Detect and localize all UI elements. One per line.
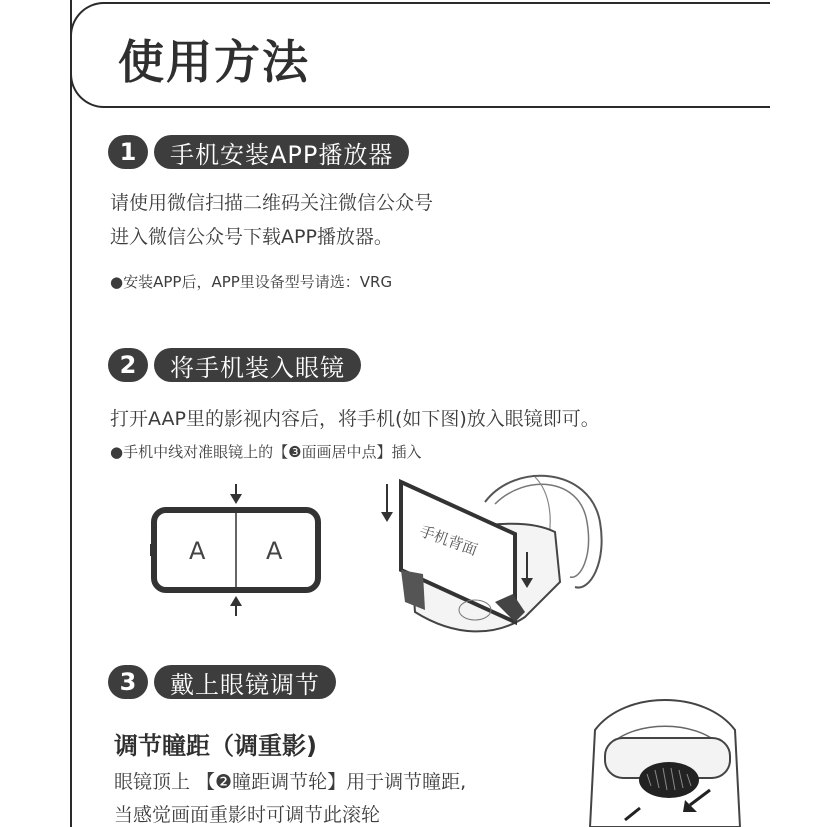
step-3-heading: 调节瞳距（调重影) [114, 732, 317, 760]
arrow-down-icon [381, 484, 393, 522]
phone-left-label: A [189, 537, 206, 565]
step-3-header [108, 665, 336, 699]
step-1-label: 手机安装APP播放器 [154, 135, 409, 169]
step-2-label: 将手机装入眼镜 [154, 348, 361, 382]
step-3-label: 戴上眼镜调节 [154, 665, 336, 699]
headset-diagram [375, 462, 610, 642]
step-1-number: 1 [108, 135, 148, 169]
step-2-number: 2 [108, 348, 148, 382]
dial-wheel-icon [639, 762, 699, 798]
ipd-dial-diagram [585, 690, 745, 827]
step-2-text-line-1: 打开AAP里的影视内容后，将手机(如下图)放入眼镜即可。 [110, 408, 600, 430]
step-3-text-line-2: 当感觉画面重影时可调节此滚轮 [114, 804, 381, 826]
step-2-header [108, 348, 361, 382]
headset-phone-label: 手机背面 [417, 521, 480, 560]
phone-right-label: A [266, 537, 283, 565]
step-1-text-line-2: 进入微信公众号下载APP播放器。 [110, 226, 393, 248]
step-2-note: ●手机中线对准眼镜上的【❸面画居中点】插入 [110, 443, 422, 461]
step-1-note: ●安装APP后，APP里设备型号请选：VRG [110, 273, 393, 291]
step-1-header [108, 135, 409, 169]
arrow-up-icon [230, 596, 242, 616]
step-3-number: 3 [108, 665, 148, 699]
arrow-down-icon [230, 484, 242, 504]
step-3-text-line-1: 眼镜顶上 【❷瞳距调节轮】用于调节瞳距, [114, 771, 467, 793]
page-title: 使用方法 [118, 35, 310, 89]
phone-diagram [140, 480, 340, 620]
step-1-text-line-1: 请使用微信扫描二维码关注微信公众号 [110, 192, 434, 214]
